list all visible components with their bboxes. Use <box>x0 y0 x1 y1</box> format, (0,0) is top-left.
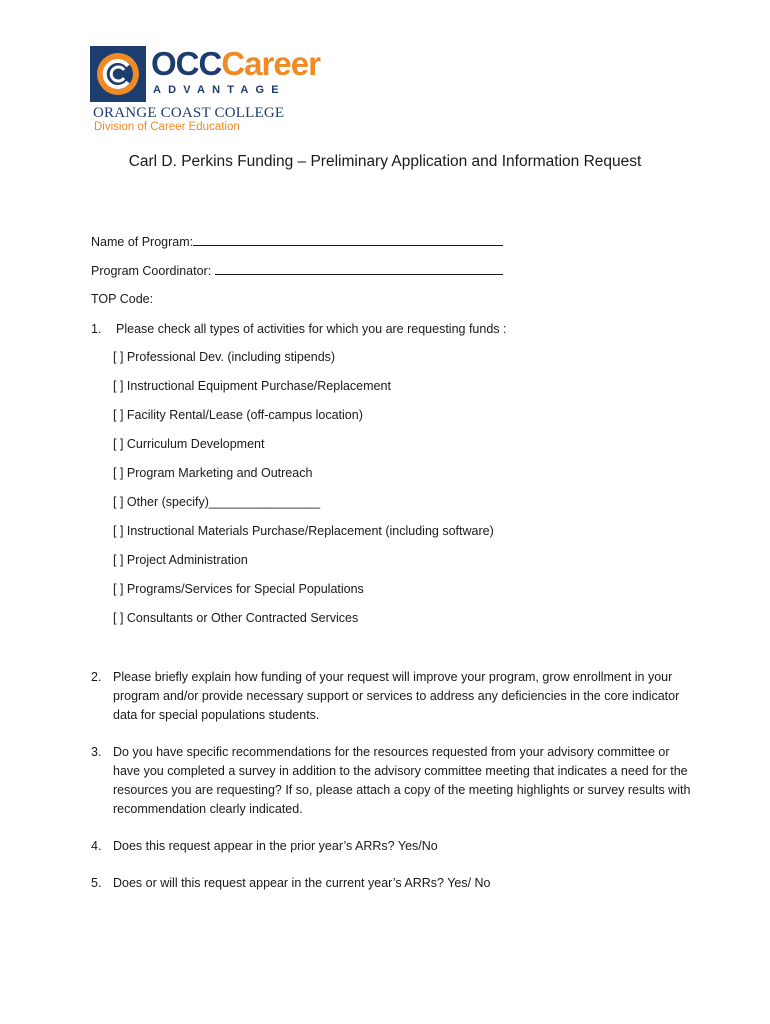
program-name-field <box>91 232 503 251</box>
checkbox-instructional-materials[interactable]: [ ] Instructional Materials Purchase/Replacement (including software) <box>113 524 494 538</box>
logo-division: Division of Career Education <box>94 121 240 133</box>
program-coordinator-blank[interactable] <box>215 261 503 275</box>
logo-occ: OCC <box>151 45 222 82</box>
page-title: Carl D. Perkins Funding – Preliminary Application and Information Request <box>128 153 642 170</box>
logo-advantage: ADVANTAGE <box>153 84 286 96</box>
checkbox-instructional-equipment[interactable]: [ ] Instructional Equipment Purchase/Replacement <box>113 379 391 393</box>
question-4-text: Does this request appear in the prior year’s ARRs? Yes/No <box>113 839 438 853</box>
question-5-number: 5. <box>91 876 102 890</box>
question-2-number: 2. <box>91 670 102 684</box>
question-3-number: 3. <box>91 745 102 759</box>
logo-career: Career <box>221 45 320 82</box>
question-5-text: Does or will this request appear in the current year’s ARRs? Yes/ No <box>113 876 491 890</box>
top-code-field <box>91 290 153 308</box>
checkbox-professional-dev[interactable]: [ ] Professional Dev. (including stipends) <box>113 350 336 364</box>
program-coordinator-label: Program Coordinator: <box>91 264 212 278</box>
checkbox-curriculum-development[interactable]: [ ] Curriculum Development <box>113 437 265 451</box>
occ-emblem-icon <box>90 46 146 102</box>
program-coordinator-field <box>91 261 503 280</box>
program-name-label: Name of Program: <box>91 235 194 249</box>
checkbox-special-populations[interactable]: [ ] Programs/Services for Special Populations <box>113 582 364 596</box>
question-2-text: Please briefly explain how funding of your request will improve your program, grow enrollment in your program and/or provide necessary support or services to address any deficiencies in the core indicator data for special populations students. <box>113 670 680 722</box>
checkbox-project-administration[interactable]: [ ] Project Administration <box>113 553 248 567</box>
logo-college-name: ORANGE COAST COLLEGE <box>93 105 285 121</box>
logo-wordmark <box>151 44 320 84</box>
checkbox-consultants[interactable]: [ ] Consultants or Other Contracted Services <box>113 611 359 625</box>
question-1-number: 1. <box>91 322 102 336</box>
question-1-text: Please check all types of activities for which you are requesting funds : <box>116 322 507 336</box>
program-name-blank[interactable] <box>193 232 503 246</box>
checkbox-program-marketing[interactable]: [ ] Program Marketing and Outreach <box>113 466 313 480</box>
question-3-text: Do you have specific recommendations for the resources requested from your advisory committee or have you completed a survey in addition to the advisory committee meeting that indicates a need for the resources you are requesting? If so, please attach a copy of the meeting highlights or survey results with recommendation clearly indicated. <box>113 745 691 816</box>
occ-career-advantage-logo <box>90 44 320 136</box>
checkbox-facility-rental[interactable]: [ ] Facility Rental/Lease (off-campus location) <box>113 408 363 422</box>
checkbox-other-specify[interactable]: [ ] Other (specify)________________ <box>113 495 321 509</box>
question-4-number: 4. <box>91 839 102 853</box>
top-code-label: TOP Code: <box>91 292 154 306</box>
